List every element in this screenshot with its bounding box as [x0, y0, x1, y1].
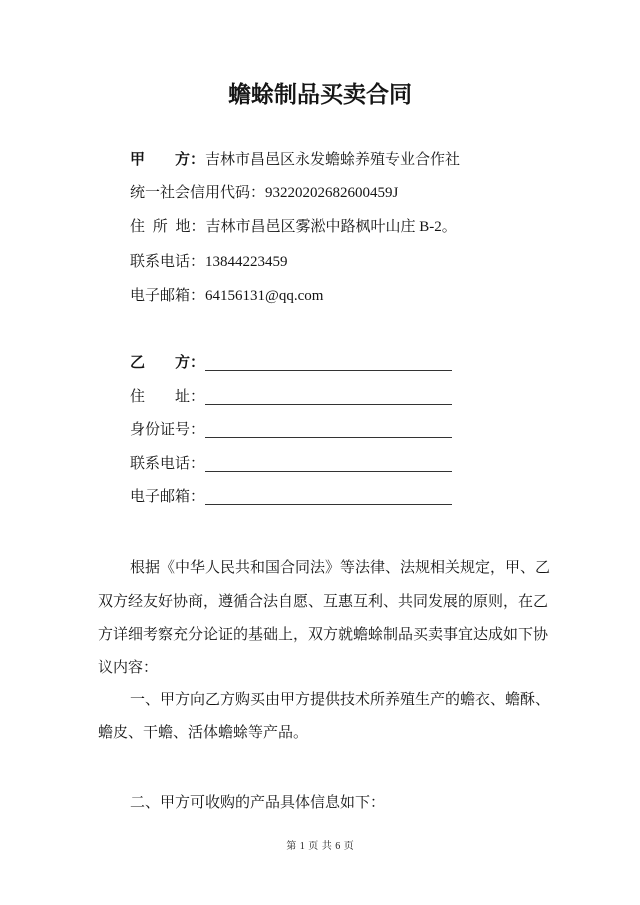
- email-value: 64156131@qq.com: [205, 288, 324, 304]
- address-label: 住 所 地：: [130, 219, 206, 235]
- contract-title: 蟾蜍制品买卖合同: [228, 82, 412, 107]
- phone-value: 13844223459: [205, 254, 288, 270]
- preamble-line: 双方经友好协商，遵循合法自愿、互惠互利、共同发展的原则，在乙: [98, 594, 549, 610]
- phone-label: 联系电话：: [130, 254, 206, 270]
- party-b-phone-row: [130, 454, 452, 474]
- party-b-label: 乙 方：: [130, 355, 206, 371]
- clause-1-line: 一、甲方向乙方购买由甲方提供技术所养殖生产的蟾衣、蟾酥、: [130, 692, 551, 708]
- credit-code-value: 93220202682600459J: [265, 185, 399, 201]
- address-value: 吉林市昌邑区雾淞中路枫叶山庄 B-2。: [205, 219, 457, 235]
- clause-2-line: 二、甲方可收购的产品具体信息如下：: [130, 795, 386, 811]
- party-a-email-row: [130, 286, 323, 306]
- party-b-email-label: 电子邮箱：: [130, 489, 206, 505]
- page-number-footer: 第 1 页 共 6 页: [286, 841, 354, 852]
- party-a-label: 甲 方：: [130, 152, 206, 168]
- party-b-address-blank: [205, 388, 452, 405]
- party-b-phone-label: 联系电话：: [130, 456, 206, 472]
- credit-code-label: 统一社会信用代码：: [130, 185, 266, 201]
- party-b-email-row: [130, 487, 452, 507]
- party-a-address-row: [130, 217, 457, 237]
- party-b-phone-blank: [205, 455, 452, 472]
- party-b-id-label: 身份证号：: [130, 422, 206, 438]
- party-a-phone-row: [130, 252, 288, 272]
- party-b-id-row: [130, 420, 452, 440]
- party-b-name-blank: [205, 354, 452, 371]
- party-b-email-blank: [205, 488, 452, 505]
- email-label: 电子邮箱：: [130, 288, 206, 304]
- party-b-id-blank: [205, 421, 452, 438]
- preamble-line: 方详细考察充分论证的基础上，双方就蟾蜍制品买卖事宜达成如下协: [98, 627, 549, 643]
- party-b-address-label: 住 址：: [130, 389, 206, 405]
- clause-1-line: 蟾皮、干蟾、活体蟾蜍等产品。: [98, 725, 309, 741]
- party-a-name-row: [130, 150, 460, 170]
- preamble-line: 根据《中华人民共和国合同法》等法律、法规相关规定，甲、乙: [130, 560, 551, 576]
- party-b-name-row: [130, 353, 452, 373]
- preamble-line: 议内容：: [98, 660, 159, 676]
- party-a-credit-code-row: [130, 183, 398, 203]
- party-b-address-row: [130, 387, 452, 407]
- party-a-name-value: 吉林市昌邑区永发蟾蜍养殖专业合作社: [205, 152, 461, 168]
